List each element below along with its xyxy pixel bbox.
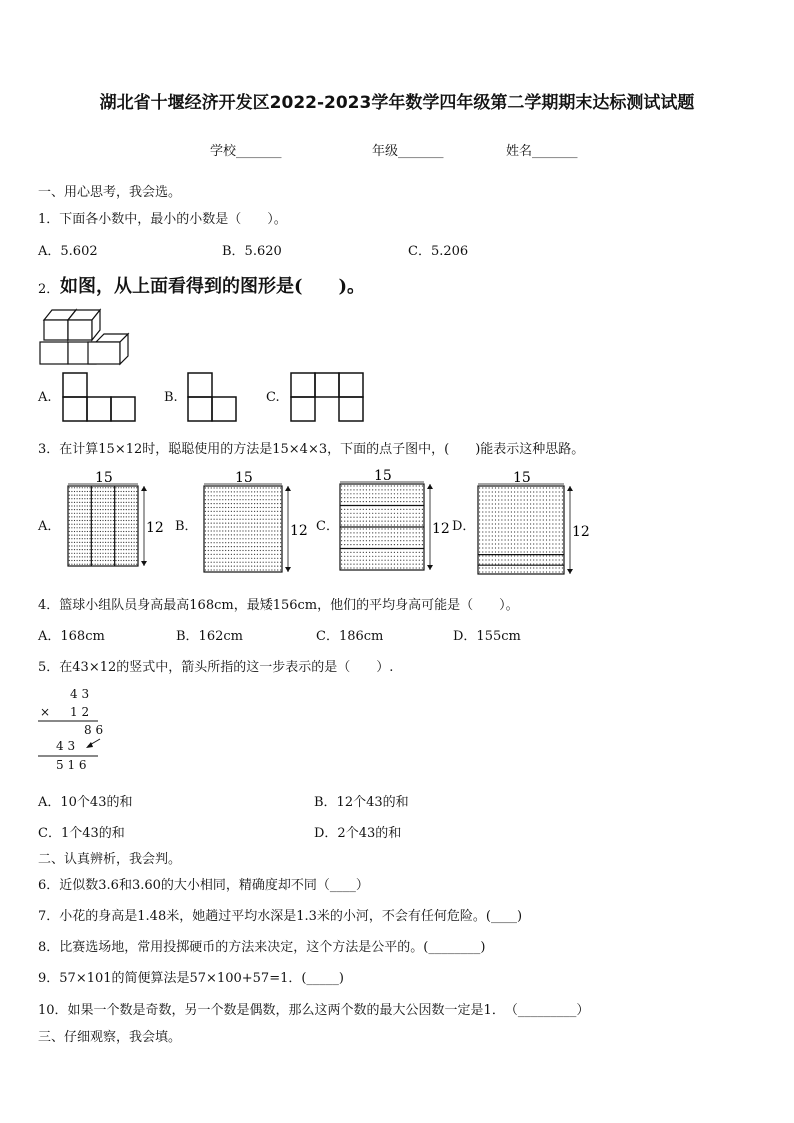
q5-option-a: A．10个43的和 [38, 795, 133, 810]
q5-option-d: D．2个43的和 [314, 826, 402, 841]
q3-dot-grid-d [474, 470, 590, 580]
q5-option-b: B．12个43的和 [314, 795, 409, 810]
q2-option-a: A. [38, 390, 52, 405]
section-1-heading: 一、用心思考，我会选。 [38, 185, 182, 200]
q2-option-b: B. [164, 390, 178, 405]
q5-option-c: C．1个43的和 [38, 826, 125, 841]
grid-frame [204, 486, 282, 572]
q2-option-c: C. [266, 390, 280, 405]
dot-pattern [479, 487, 563, 572]
school-field: 学校_______ [210, 144, 282, 159]
q4-option-d: D．155cm [453, 629, 521, 644]
q3-option-a: A． [38, 519, 61, 534]
q4-option-a: A．168cm [38, 629, 105, 644]
calc-row-1: 4 3 [70, 687, 90, 701]
calc-row-2: 1 2 [70, 705, 90, 719]
width-label: 15 [235, 470, 253, 486]
q3-option-c: C． [316, 519, 339, 534]
calc-operator: × [40, 705, 51, 719]
q4-option-c: C．186cm [316, 629, 384, 644]
q3-option-d: D． [452, 519, 476, 534]
question-2-number: 2． [38, 282, 60, 297]
width-label: 15 [95, 470, 113, 486]
question-3: 3．在计算15×12时，聪聪使用的方法是15×4×3，下面的点子图中，( )能表示这种思路。 [38, 442, 585, 457]
q3-dot-grid-b [200, 470, 308, 578]
arrow-icon [86, 739, 100, 748]
question-10: 10．如果一个数是奇数，另一个数是偶数，那么这两个数的最大公因数一定是1． （_________） [38, 1003, 590, 1018]
calc-row-3: 8 6 [84, 723, 104, 737]
section-2-heading: 二、认真辨析，我会判。 [38, 852, 182, 867]
question-5: 5．在43×12的竖式中，箭头所指的这一步表示的是（ ）. [38, 660, 394, 675]
name-field: 姓名_______ [506, 144, 578, 159]
height-label: 12 [290, 523, 308, 539]
question-7: 7．小花的身高是1.48米，她趟过平均水深是1.3米的小河，不会有任何危险。(____) [38, 909, 523, 924]
q1-option-a: A．5.602 [38, 244, 98, 259]
width-label: 15 [513, 470, 531, 486]
question-1: 1．下面各小数中，最小的小数是（ ）。 [38, 212, 287, 227]
section-3-heading: 三、仔细观察，我会填。 [38, 1030, 182, 1045]
q1-option-b: B．5.620 [222, 244, 282, 259]
question-8: 8．比赛选场地，常用投掷硬币的方法来决定，这个方法是公平的。(________) [38, 940, 486, 955]
height-label: 12 [572, 524, 590, 540]
calc-row-4: 4 3 [56, 739, 76, 753]
page-title: 湖北省十堰经济开发区2022-2023学年数学四年级第二学期期末达标测试试题 [99, 93, 695, 113]
grid-frame [68, 486, 138, 566]
grade-field: 年级_______ [372, 144, 444, 159]
question-6: 6．近似数3.6和3.60的大小相同，精确度却不同（____） [38, 878, 369, 893]
q2-shape-b [187, 372, 241, 424]
q4-option-b: B．162cm [176, 629, 243, 644]
calc-row-5: 5 1 6 [56, 758, 87, 772]
q2-shape-a [62, 372, 140, 424]
cube-stack-figure [36, 306, 136, 368]
width-label: 15 [374, 468, 392, 484]
q2-shape-c [290, 372, 368, 424]
grid-frame [478, 486, 564, 574]
dot-pattern [69, 487, 138, 565]
q3-dot-grid-a [64, 470, 164, 572]
question-9: 9．57×101的简便算法是57×100+57=1．(_____) [38, 971, 345, 986]
question-2: 如图，从上面看得到的图形是( )。 [60, 276, 366, 297]
question-4: 4．篮球小组队员身高最高168cm，最矮156cm，他们的平均身高可能是（ ）。 [38, 598, 519, 613]
q1-option-c: C．5.206 [408, 244, 469, 259]
q3-option-b: B． [175, 519, 198, 534]
height-label: 12 [146, 520, 164, 536]
dot-pattern [205, 487, 281, 570]
height-label: 12 [432, 521, 450, 537]
q3-dot-grid-c [336, 468, 450, 576]
vertical-multiplication [36, 684, 116, 774]
